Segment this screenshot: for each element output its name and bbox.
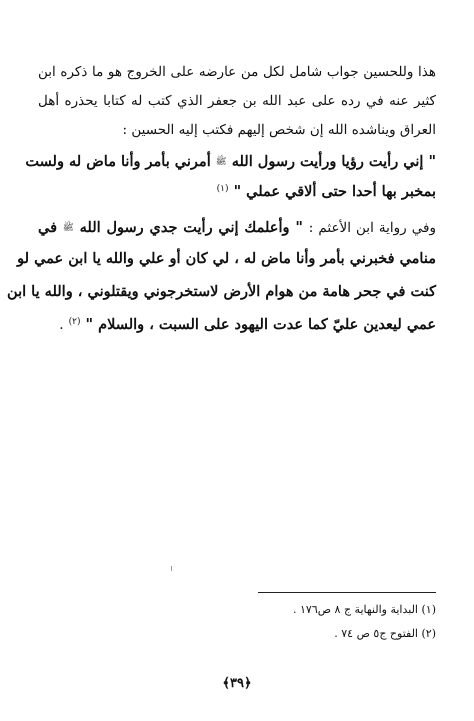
body-line-1-text: هذا وللحسين جواب شامل لكل من عارضه على الخروج هو ما ذكره ابن <box>38 64 436 80</box>
quote-line-1-part-a: " إني رأيت رؤيا ورأيت رسول الله <box>231 153 436 170</box>
footnote-ref-2: (٢) <box>68 317 81 327</box>
body-line-7 <box>17 250 436 267</box>
salawat-honorific: ﷺ <box>215 157 227 167</box>
body-line-8 <box>7 283 436 300</box>
quote-line-1 <box>25 153 436 170</box>
body-line-6 <box>38 219 436 236</box>
body-line-6-quote-a: " وأعلمك إني رأيت جدي رسول الله <box>79 219 303 236</box>
quote-line-1-part-b: أمرني بأمر وأنا ماض له ولست <box>25 153 211 170</box>
scan-speck <box>171 566 172 571</box>
body-line-1 <box>38 66 436 80</box>
body-line-6-quote-b: في <box>38 219 58 236</box>
body-line-6-intro: وفي رواية ابن الأعثم : <box>308 220 436 236</box>
quote-line-2 <box>38 185 436 200</box>
footnote-divider <box>258 592 436 593</box>
body-line-9 <box>38 318 436 333</box>
footnote-ref-1: (١) <box>216 184 229 194</box>
body-line-3-text: العراق ويناشده الله إن شخص إليهم فكتب إليه الحسين : <box>122 122 436 138</box>
salawat-honorific-2: ﷺ <box>62 223 74 233</box>
quote-line-2-text: بمخبر بها أحدا حتى ألاقي عملي " <box>233 183 436 200</box>
body-line-9-text: عمي ليعدين عليّ كما عدت اليهود على السبت ، والسلام " <box>85 316 436 333</box>
footnote-2: (٢) الفتوح ج٥ ص ٧٤ . <box>334 627 436 640</box>
footnote-1: (١) البداية والنهاية ج ٨ ص١٧٦ . <box>293 603 436 616</box>
page-number: ﴿٣٩﴾ <box>222 676 252 691</box>
body-line-3 <box>38 124 436 138</box>
body-line-9-period: . <box>59 317 64 333</box>
body-line-2-text: كثير عنه في رده على عبد الله بن جعفر الذي كتب له كتابا يحذره أهل <box>38 93 436 109</box>
body-line-7-text: منامي فخبرني بأمر وأنا ماض له ، لي كان أو علي والله يا ابن عمي لو <box>17 250 436 267</box>
body-line-8-text: كنت في جحر هامة من هوام الأرض لاستخرجوني ويقتلوني ، والله يا ابن <box>7 283 436 300</box>
body-line-2 <box>38 95 436 109</box>
